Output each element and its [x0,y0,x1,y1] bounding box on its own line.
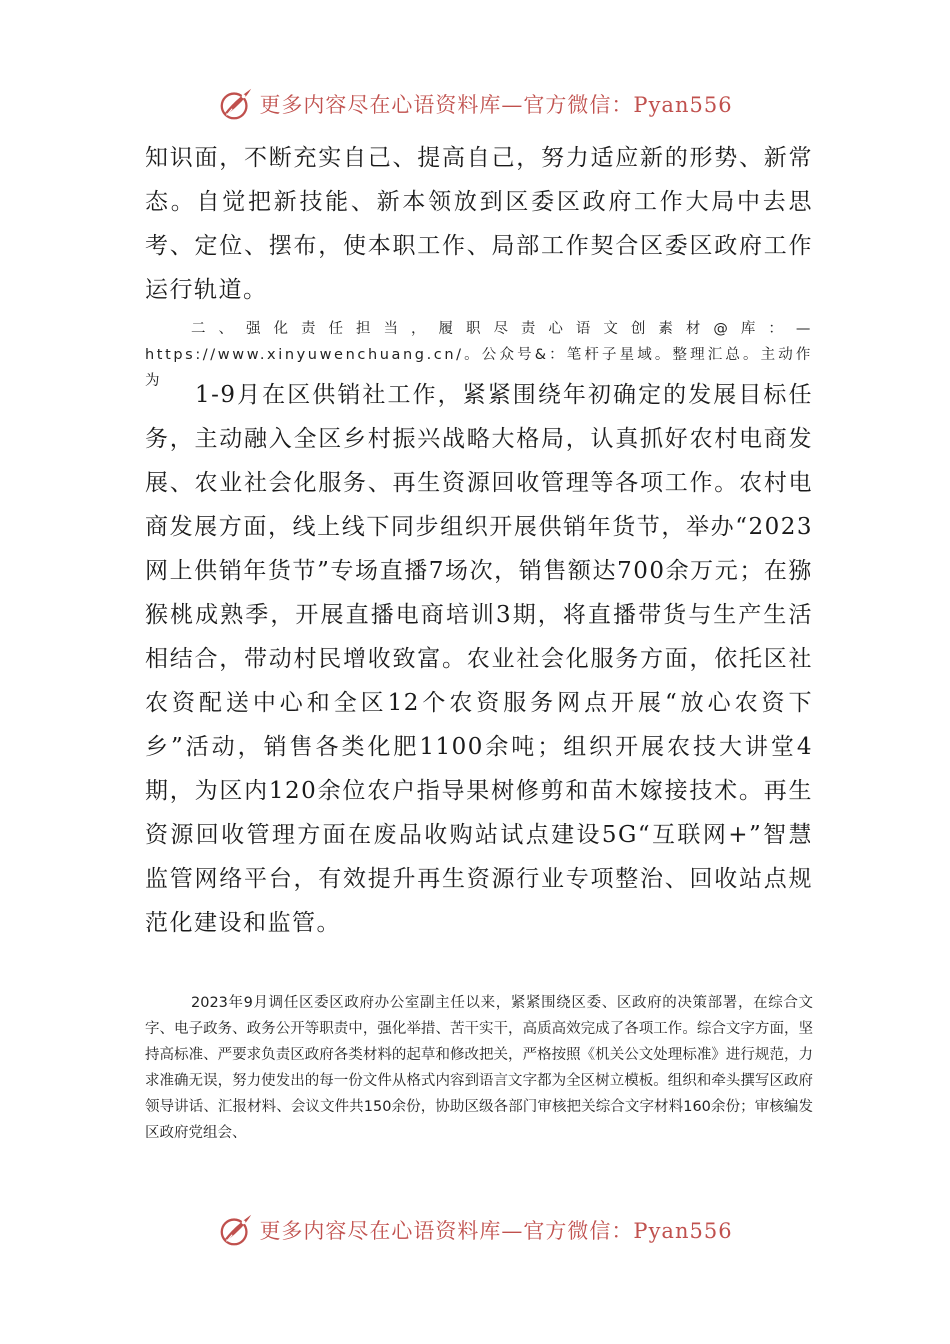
footer-banner [0,1210,950,1250]
paragraph-3: 2023年9月调任区委区政府办公室副主任以来，紧紧围绕区委、区政府的决策部署，在综合文字、电子政务、政务公开等职责中，强化举措、苦干实干，高质高效完成了各项工作。综合文字方面，坚持高标准、严要求负责区政府各类材料的起草和修改把关，严格按照《机关公文处理标准》进行规范，力求准确无误，努力使发出的每一份文件从格式内容到语言文字都为全区树立模板。组织和牵头撰写区政府领导讲话、汇报材料、会议文件共150余份，协助区级各部门审核把关综合文字材料160余份；审核编发区政府党组会、 [145,995,813,1141]
header-banner [0,84,950,124]
footer-banner-text: 更多内容尽在心语资料库—官方微信：Pyan556 [259,1219,733,1243]
quill-logo-icon [217,85,255,123]
paragraph-1: 知识面，不断充实自己、提高自己，努力适应新的形势、新常态。自觉把新技能、新本领放到区委区政府工作大局中去思考、定位、摆布，使本职工作、局部工作契合区委区政府工作运行轨道。 [145,145,813,303]
header-banner-text: 更多内容尽在心语资料库—官方微信：Pyan556 [259,93,733,117]
paragraph-2: 1-9月在区供销社工作，紧紧围绕年初确定的发展目标任务，主动融入全区乡村振兴战略大格局，认真抓好农村电商发展、农业社会化服务、再生资源回收管理等各项工作。农村电商发展方面，线上线下同步组织开展供销年货节，举办“2023网上供销年货节”专场直播7场次，销售额达700余万元；在猕猴桃成熟季，开展直播电商培训3期，将直播带货与生产生活相结合，带动村民增收致富。农业社会化服务方面，依托区社农资配送中心和全区12个农资服务网点开展“放心农资下乡”活动，销售各类化肥1100余吨；组织开展农技大讲堂4期，为区内120余位农户指导果树修剪和苗木嫁接技术。再生资源回收管理方面在废品收购站试点建设5G“互联网+”智慧监管网络平台，有效提升再生资源行业专项整治、回收站点规范化建设和监管。 [145,382,813,936]
section-heading: 二、强化责任担当，履职尽责心语文创素材@库：—https://www.xinyuwenchuang.cn/。公众号&：笔杆子星域。整理汇总。主动作为 [145,321,813,389]
quill-logo-icon [217,1211,255,1249]
